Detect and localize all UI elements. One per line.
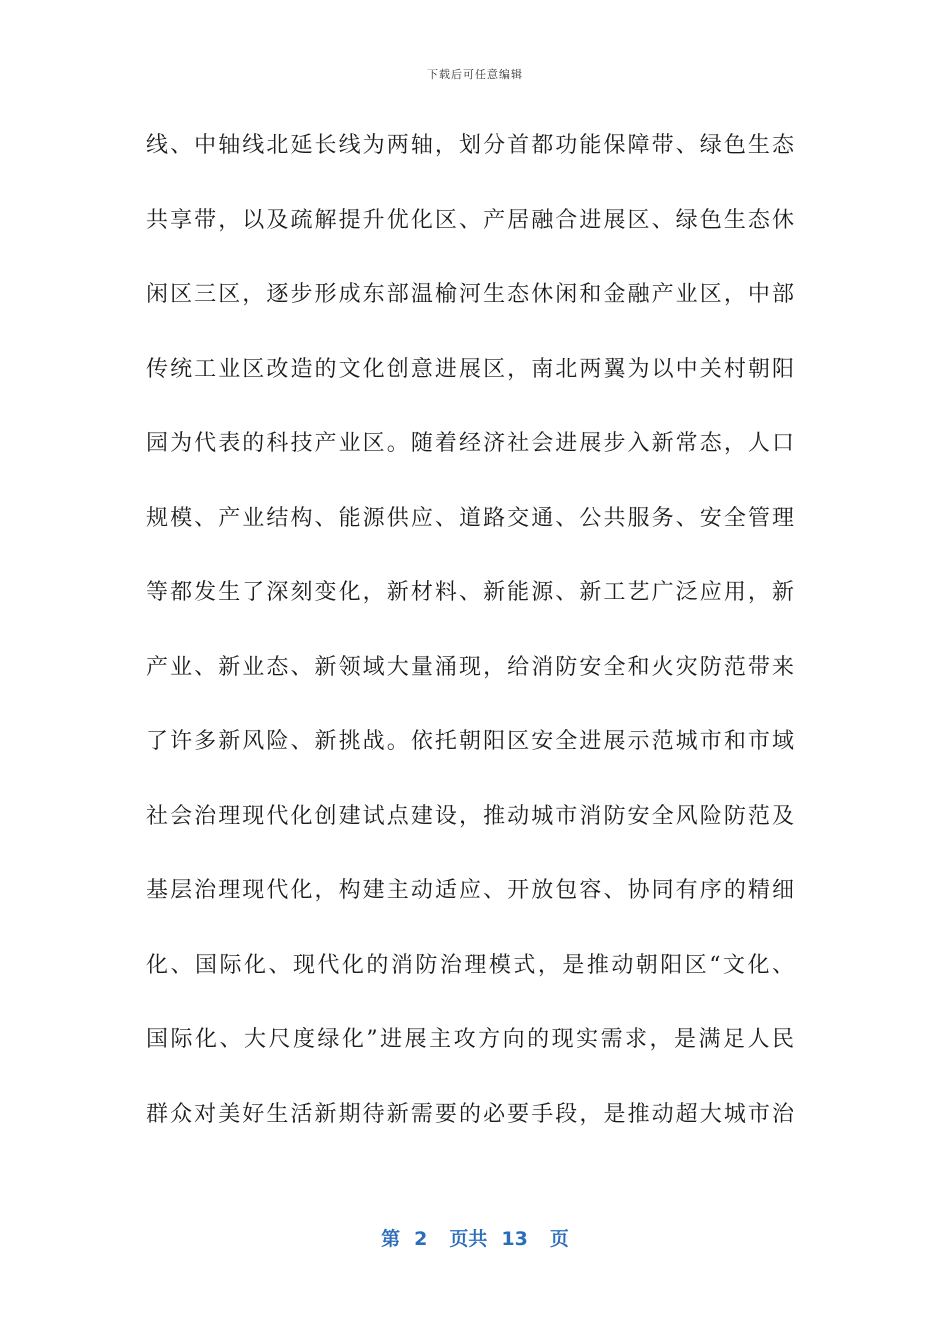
body-line: 产业、新业态、新领域大量涌现，给消防安全和火灾防范带来 (146, 654, 794, 680)
body-line: 群众对美好生活新期待新需要的必要手段，是推动超大城市治 (146, 1101, 794, 1127)
body-line: 国际化、大尺度绿化”进展主攻方向的现实需求，是满足人民 (146, 1027, 794, 1052)
body-line: 闲区三区，逐步形成东部温榆河生态休闲和金融产业区，中部 (146, 282, 794, 307)
body-line: 等都发生了深刻变化，新材料、新能源、新工艺广泛应用，新 (146, 580, 794, 605)
body-line: 基层治理现代化，构建主动适应、开放包容、协同有序的精细 (146, 878, 794, 903)
footer-total-pages: 13 (501, 1228, 528, 1250)
page-footer (0, 1224, 950, 1251)
body-line: 社会治理现代化创建试点建设，推动城市消防安全风险防范及 (146, 803, 794, 829)
page-header: 下载后可任意编辑 (427, 68, 523, 81)
body-line: 园为代表的科技产业区。随着经济社会进展步入新常态，人口 (146, 431, 794, 456)
footer-current-page: 2 (414, 1228, 428, 1250)
body-line: 了许多新风险、新挑战。依托朝阳区安全进展示范城市和市域 (146, 729, 794, 754)
body-line: 规模、产业结构、能源供应、道路交通、公共服务、安全管理 (146, 505, 794, 531)
body-line: 共享带，以及疏解提升优化区、产居融合进展区、绿色生态休 (146, 207, 794, 233)
document-body (146, 121, 794, 1164)
body-line: 线、中轴线北延长线为两轴，划分首都功能保障带、绿色生态 (146, 133, 794, 158)
footer-suffix: 页 (549, 1228, 569, 1250)
body-line: 化、国际化、现代化的消防治理模式，是推动朝阳区“文化、 (146, 952, 794, 978)
body-line: 传统工业区改造的文化创意进展区，南北两翼为以中关村朝阳 (146, 356, 794, 382)
footer-middle: 页共 (449, 1228, 488, 1250)
footer-prefix: 第 (381, 1228, 401, 1250)
